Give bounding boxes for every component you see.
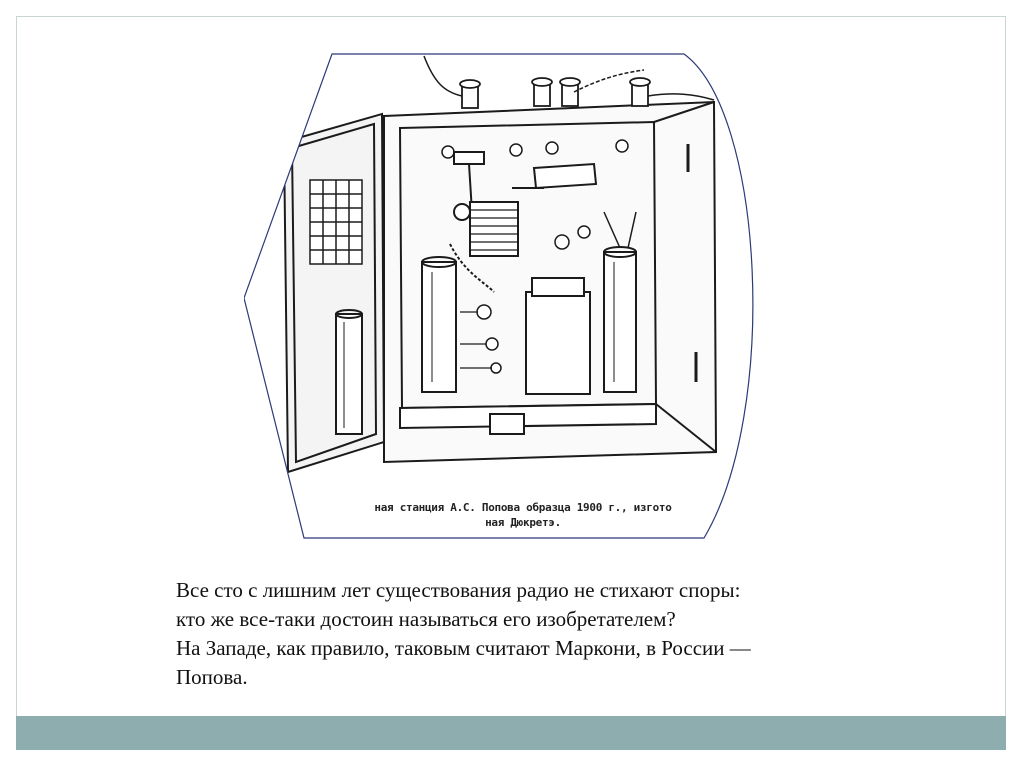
slide-body-text — [176, 576, 966, 692]
paragraph-2-line-1: На Западе, как правило, таковым считают Маркони, в России — — [176, 636, 751, 660]
figure-caption — [318, 500, 728, 530]
radio-station-illustration — [244, 52, 764, 540]
paragraph-1-line-2: кто же все-таки достоин называться его изобретателем? — [176, 607, 676, 631]
paragraph-2-line-2: Попова. — [176, 665, 248, 689]
caption-line-1: ная станция А.С. Попова образца 1900 г., изгото — [374, 501, 672, 514]
paragraph-1-line-1: Все сто с лишним лет существования радио не стихают споры: — [176, 578, 741, 602]
caption-line-2: ная Дюкретэ. — [485, 516, 561, 529]
footer-band — [16, 716, 1006, 750]
